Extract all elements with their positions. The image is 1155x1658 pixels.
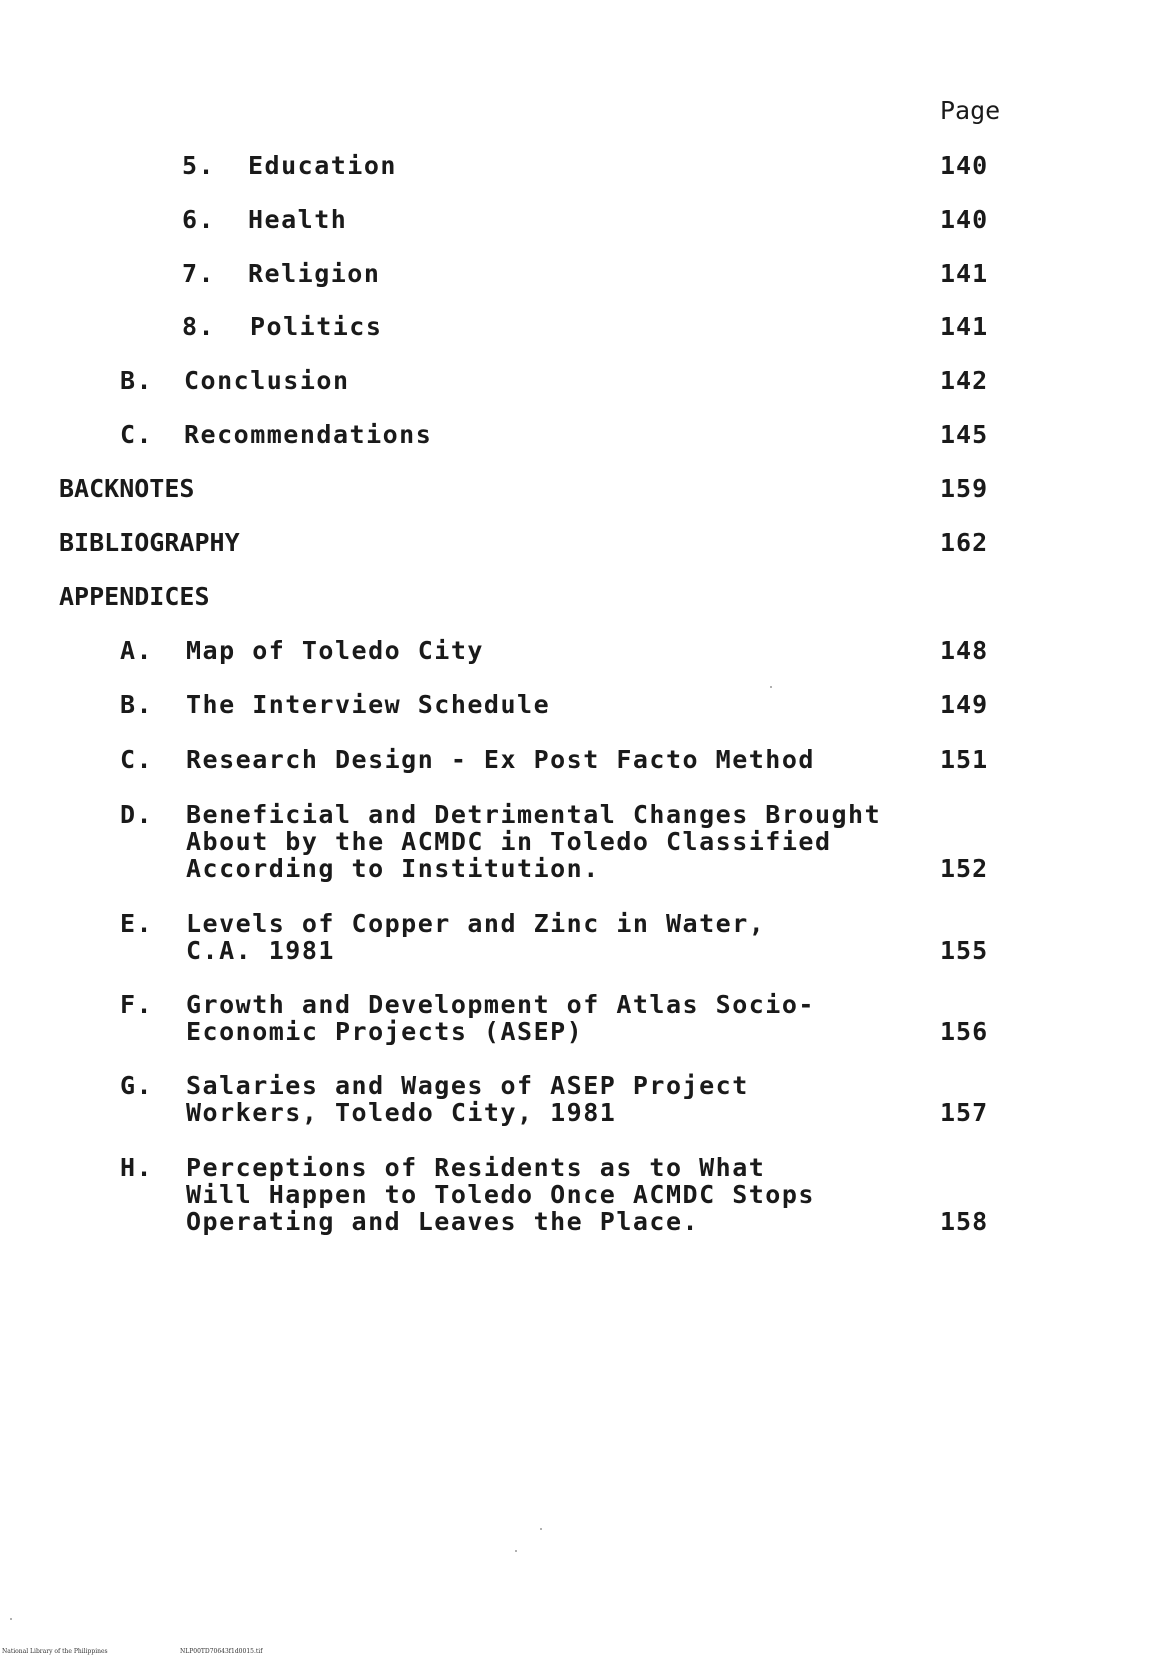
footer-file-name: NLP00TD70643f1d0015.tif bbox=[180, 1648, 263, 1655]
toc-entry-appendix-b: The Interview Schedule bbox=[186, 690, 551, 719]
toc-entry-conclusion: Conclusion bbox=[184, 366, 350, 395]
toc-page-number: 155 bbox=[940, 936, 989, 965]
toc-page-number: 141 bbox=[940, 312, 989, 341]
toc-marker: A. bbox=[120, 636, 154, 665]
footer-library-name: National Library of the Philippines bbox=[2, 1648, 108, 1655]
toc-marker: 8. bbox=[182, 312, 216, 341]
scan-speck bbox=[770, 686, 772, 688]
toc-marker: 5. bbox=[182, 151, 216, 180]
toc-entry-politics: Politics bbox=[250, 312, 383, 341]
toc-page-number: 141 bbox=[940, 259, 989, 288]
toc-entry-appendix-h-line3: Operating and Leaves the Place. bbox=[186, 1207, 700, 1236]
toc-entry-appendix-g-line2: Workers, Toledo City, 1981 bbox=[186, 1098, 617, 1127]
toc-marker: 7. bbox=[182, 259, 216, 288]
toc-marker: C. bbox=[120, 420, 154, 449]
toc-entry-appendix-e-line1: Levels of Copper and Zinc in Water, bbox=[186, 909, 766, 938]
toc-page-number: 149 bbox=[940, 690, 989, 719]
toc-entry-bibliography: BIBLIOGRAPHY bbox=[59, 528, 240, 557]
toc-entry-appendix-g-line1: Salaries and Wages of ASEP Project bbox=[186, 1071, 749, 1100]
toc-entry-appendices: APPENDICES bbox=[59, 582, 210, 611]
toc-marker: C. bbox=[120, 745, 154, 774]
toc-page-number: 145 bbox=[940, 420, 989, 449]
toc-marker: 6. bbox=[182, 205, 216, 234]
toc-entry-appendix-d-line1: Beneficial and Detrimental Changes Brought bbox=[186, 800, 882, 829]
toc-page-number: 157 bbox=[940, 1098, 989, 1127]
toc-entry-education: Education bbox=[248, 151, 397, 180]
toc-marker: H. bbox=[120, 1153, 154, 1182]
toc-entry-appendix-h-line1: Perceptions of Residents as to What bbox=[186, 1153, 766, 1182]
toc-entry-appendix-d-line3: According to Institution. bbox=[186, 854, 600, 883]
scan-speck bbox=[515, 1550, 517, 1552]
toc-entry-appendix-e-line2: C.A. 1981 bbox=[186, 936, 335, 965]
toc-marker: B. bbox=[120, 690, 154, 719]
toc-page-number: 140 bbox=[940, 151, 989, 180]
toc-marker: D. bbox=[120, 800, 154, 829]
toc-page-number: 142 bbox=[940, 366, 989, 395]
toc-page-number: 148 bbox=[940, 636, 989, 665]
toc-page-number: 162 bbox=[940, 528, 989, 557]
toc-page-number: 152 bbox=[940, 854, 989, 883]
toc-entry-appendix-h-line2: Will Happen to Toledo Once ACMDC Stops bbox=[186, 1180, 815, 1209]
toc-entry-appendix-f-line2: Economic Projects (ASEP) bbox=[186, 1017, 584, 1046]
toc-entry-appendix-d-line2: About by the ACMDC in Toledo Classified bbox=[186, 827, 832, 856]
toc-entry-recommendations: Recommendations bbox=[184, 420, 433, 449]
toc-marker: F. bbox=[120, 990, 154, 1019]
scan-speck bbox=[10, 1618, 12, 1620]
toc-page-number: 158 bbox=[940, 1207, 989, 1236]
toc-marker: G. bbox=[120, 1071, 154, 1100]
toc-entry-appendix-f-line1: Growth and Development of Atlas Socio- bbox=[186, 990, 815, 1019]
toc-entry-health: Health bbox=[248, 205, 348, 234]
toc-page-number: 159 bbox=[940, 474, 989, 503]
toc-marker: B. bbox=[120, 366, 154, 395]
scan-speck bbox=[540, 1528, 542, 1530]
toc-entry-religion: Religion bbox=[248, 259, 381, 288]
toc-page-number: 151 bbox=[940, 745, 989, 774]
toc-entry-appendix-c: Research Design - Ex Post Facto Method bbox=[186, 745, 815, 774]
toc-entry-appendix-a: Map of Toledo City bbox=[186, 636, 484, 665]
toc-page-number: 156 bbox=[940, 1017, 989, 1046]
toc-marker: E. bbox=[120, 909, 154, 938]
page-column-label: Page bbox=[940, 96, 1001, 125]
toc-page-number: 140 bbox=[940, 205, 989, 234]
toc-entry-backnotes: BACKNOTES bbox=[59, 474, 195, 503]
